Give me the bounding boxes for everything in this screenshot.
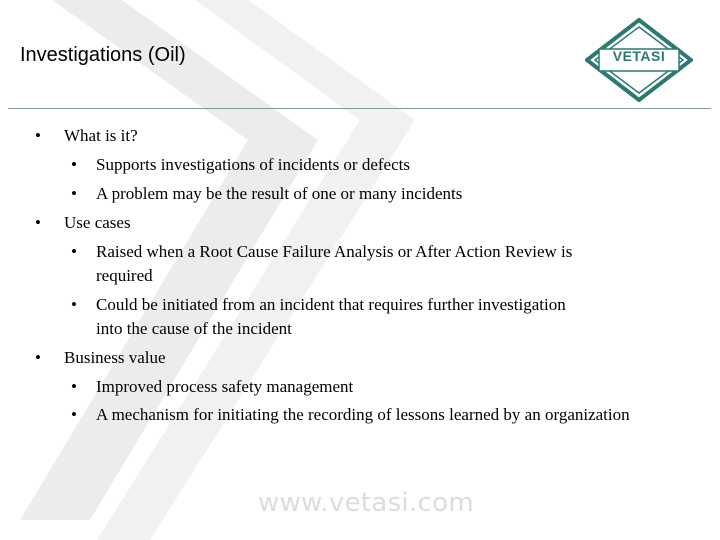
footer-url: www.vetasi.com [258, 488, 474, 518]
sub-bullet-item [71, 153, 656, 177]
sub-bullet-text: A mechanism for initiating the recording of lessons learned by an organization [96, 405, 630, 424]
bullet-marker: • [35, 126, 41, 145]
sub-bullet-text: A problem may be the result of one or many incidents [96, 184, 463, 203]
sub-bullet-item [71, 240, 596, 288]
sub-bullet-text: Supports investigations of incidents or defects [96, 155, 410, 174]
bullet-marker: • [71, 405, 77, 424]
sub-bullet-item [71, 182, 656, 206]
sub-bullet-text: Improved process safety management [96, 377, 354, 396]
sub-bullet-text: Could be initiated from an incident that requires further investigation into the cause of the incident [96, 295, 566, 338]
bullet-text: What is it? [64, 126, 138, 145]
bullet-marker: • [35, 213, 41, 232]
bullet-item [35, 346, 664, 370]
slide-title: Investigations (Oil) [20, 44, 186, 66]
bullet-text: Use cases [64, 213, 131, 232]
bullet-item [35, 211, 664, 235]
bullet-marker: • [71, 242, 77, 261]
logo-text: VETASI [612, 48, 666, 64]
sub-bullet-item [71, 293, 566, 341]
bullet-text: Business value [64, 348, 166, 367]
bullet-marker: • [71, 295, 77, 314]
sub-bullet-item [71, 403, 631, 427]
bullet-item [35, 124, 664, 148]
sub-bullet-text: Raised when a Root Cause Failure Analysis or After Action Review is required [96, 242, 573, 285]
bullet-marker: • [71, 184, 77, 203]
bullet-marker: • [71, 377, 77, 396]
bullet-marker: • [35, 348, 41, 367]
sub-bullet-item [71, 375, 656, 399]
bullet-marker: • [71, 155, 77, 174]
